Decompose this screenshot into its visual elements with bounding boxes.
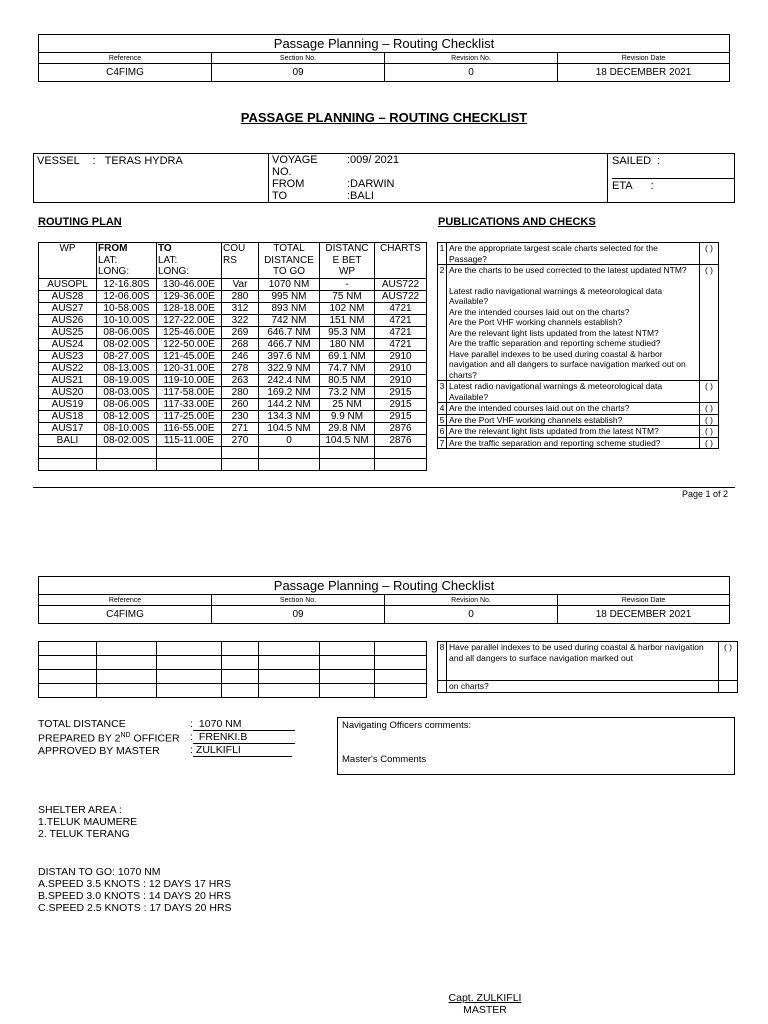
vessel-sep: : (92, 155, 96, 167)
col-dist-2: E BET (332, 254, 362, 266)
routing-cell: 4721 (375, 302, 427, 314)
routing-cell: 742 NM (259, 314, 320, 326)
page-divider (33, 487, 735, 488)
header-value-section: 09 (212, 64, 385, 82)
routing-cell: AUSOPL (39, 278, 97, 290)
master-comments: Master's Comments (342, 754, 427, 765)
routing-cell: 95.3 NM (320, 326, 375, 338)
approved-by-label: APPROVED BY MASTER (38, 744, 160, 757)
pub-num-1: 1 (438, 243, 447, 265)
routing-row (39, 362, 427, 374)
routing-cell: 08-19.00S (97, 374, 157, 386)
speed-b: B.SPEED 3.0 KNOTS : 14 DAYS 20 HRS (38, 890, 231, 902)
routing-cell: 2910 (375, 374, 427, 386)
header-label-revision: Revision No. (385, 53, 558, 64)
pub-question-2-line: Are the relevant light lists updated from the latest NTM? (449, 327, 659, 338)
pub-check-1[interactable]: ( ) (700, 243, 719, 265)
pub-check[interactable]: ( ) (700, 437, 719, 449)
nav-officer-comments: Navigating Officers comments: (342, 720, 472, 731)
routing-cell: 4721 (375, 338, 427, 350)
pub-check[interactable]: ( ) (700, 381, 719, 403)
pub-question-8-cont: on charts? (447, 681, 719, 693)
header-label-reference: Reference (39, 53, 212, 64)
routing-table-continued (38, 641, 427, 698)
routing-cell: 2876 (375, 434, 427, 446)
eta-label: ETA (612, 180, 633, 192)
routing-cell: AUS17 (39, 422, 97, 434)
pub-check[interactable]: ( ) (700, 426, 719, 438)
pub-question-2-line: Have parallel indexes to be used during coastal & harbor navigation and all dangers to surface navigation marked out on charts? (449, 348, 686, 380)
pub-question: Are the traffic separation and reporting scheme studied? (447, 437, 700, 449)
routing-plan-title: ROUTING PLAN (38, 216, 122, 228)
page-number: Page 1 of 2 (682, 489, 729, 499)
voyage-value: :009/ 2021 (347, 154, 399, 166)
pub-check[interactable]: ( ) (700, 403, 719, 415)
routing-cell: 73.2 NM (320, 386, 375, 398)
routing-cell: 10-10.00S (97, 314, 157, 326)
routing-cell: AUS24 (39, 338, 97, 350)
routing-row (39, 398, 427, 410)
routing-cell: 12-16.80S (97, 278, 157, 290)
routing-cell: 260 (222, 398, 259, 410)
routing-cell: 2915 (375, 398, 427, 410)
prepared-by-sup: ND (120, 732, 131, 739)
signature-name: Capt. ZULKIFLI (448, 992, 522, 1004)
col-charts: CHARTS (375, 243, 427, 279)
col-course-2: RS (223, 254, 237, 266)
routing-cell: 2876 (375, 422, 427, 434)
col-to-lat: LAT: (158, 254, 178, 266)
vessel-name: TERAS HYDRA (104, 155, 183, 167)
routing-row (39, 326, 427, 338)
col-total-3: TO GO (272, 266, 306, 277)
routing-cell: 10-58.00S (97, 302, 157, 314)
routing-cell: AUS18 (39, 410, 97, 422)
header-value-revision: 0 (385, 64, 558, 82)
pub-question-2 (447, 265, 700, 381)
routing-cell: 80.5 NM (320, 374, 375, 386)
routing-cell: 270 (222, 434, 259, 446)
routing-cell: AUS22 (39, 362, 97, 374)
routing-row (39, 338, 427, 350)
pub-num-2: 2 (438, 265, 447, 381)
total-sep: : (190, 718, 193, 730)
summary-block (38, 718, 180, 757)
header2-value-revision: 0 (385, 606, 558, 624)
speed-block (38, 866, 232, 914)
pub-num: 7 (438, 437, 447, 449)
speed-a: A.SPEED 3.5 KNOTS : 12 DAYS 17 HRS (38, 878, 231, 890)
routing-cell: 75 NM (320, 290, 375, 302)
routing-cell: 25 NM (320, 398, 375, 410)
publications-title: PUBLICATIONS AND CHECKS (438, 216, 596, 228)
routing-cell: 29.8 NM (320, 422, 375, 434)
distance-to-go: DISTAN TO GO: 1070 NM (38, 866, 161, 878)
pub-num: 5 (438, 414, 447, 426)
routing-row-empty (39, 446, 427, 458)
routing-cell: 117-58.00E (157, 386, 222, 398)
publications-table-continued (437, 641, 738, 693)
pub-check-8[interactable]: ( ) (719, 642, 738, 681)
pub-check[interactable]: ( ) (700, 414, 719, 426)
pub-question-2-line: Are the Port VHF working channels establish? (449, 317, 623, 327)
pub-num: 4 (438, 403, 447, 415)
to-label: TO (272, 190, 288, 202)
routing-cell: 1070 NM (259, 278, 320, 290)
shelter-item-1: 1.TELUK MAUMERE (38, 816, 138, 828)
from-value: :DARWIN (347, 178, 395, 190)
sailed-sep: : (657, 155, 661, 167)
routing-body (39, 278, 427, 470)
routing-cell: 2915 (375, 410, 427, 422)
document-header-page-2 (38, 576, 730, 624)
header2-value-section: 09 (212, 606, 385, 624)
routing-cell: 230 (222, 410, 259, 422)
routing-cell: 322.9 NM (259, 362, 320, 374)
from-label: FROM (272, 178, 305, 190)
routing-cell: 125-46.00E (157, 326, 222, 338)
pub-question-2-text: Are the charts to be used corrected to the latest updated NTM? (449, 265, 687, 275)
prepared-by-value: FRENKI.B (193, 731, 295, 744)
routing-cell: 151 NM (320, 314, 375, 326)
routing-cell: 268 (222, 338, 259, 350)
header2-value-reference: C4FIMG (39, 606, 212, 624)
col-total (259, 243, 320, 279)
pub-question: Are the Port VHF working channels establish? (447, 414, 700, 426)
vessel-cell (37, 154, 269, 202)
routing-cell: 646.7 NM (259, 326, 320, 338)
pub-item-row (438, 403, 738, 415)
routing-row (39, 410, 427, 422)
routing-cell: 122-50.00E (157, 338, 222, 350)
routing-cell: 0 (259, 434, 320, 446)
col-dist (320, 243, 375, 279)
routing-cell: 116-55.00E (157, 422, 222, 434)
routing-cell: 08-10.00S (97, 422, 157, 434)
routing-cell: 242.4 NM (259, 374, 320, 386)
routing-cell: AUS27 (39, 302, 97, 314)
speed-c: C.SPEED 2.5 KNOTS : 17 DAYS 20 HRS (38, 902, 232, 914)
pub-num: 6 (438, 426, 447, 438)
routing-cell: 397.6 NM (259, 350, 320, 362)
routing-cell: 08-12.00S (97, 410, 157, 422)
pub-item-row (438, 426, 738, 438)
to-value: :BALI (347, 190, 374, 202)
routing-cell: 128-18.00E (157, 302, 222, 314)
signature-role: MASTER (463, 1004, 507, 1016)
pub-check-2[interactable]: ( ) (700, 265, 719, 381)
routing-cell: 08-02.00S (97, 434, 157, 446)
total-distance-label: TOTAL DISTANCE (38, 718, 126, 730)
routing-cell: 2915 (375, 386, 427, 398)
header2-label-section: Section No. (212, 595, 385, 606)
approved-sep: : (190, 744, 193, 756)
routing-cell: AUS19 (39, 398, 97, 410)
routing-cell: 9.9 NM (320, 410, 375, 422)
header2-value-date: 18 DECEMBER 2021 (558, 606, 730, 624)
col-from-title: FROM (98, 243, 128, 254)
routing-row (39, 422, 427, 434)
header-title-2: Passage Planning – Routing Checklist (39, 577, 730, 595)
publications-table (437, 242, 738, 449)
document-header (38, 34, 730, 82)
voyage-cell (268, 154, 608, 202)
shelter-area (38, 804, 137, 840)
routing-cell: 134.3 NM (259, 410, 320, 422)
routing-cell: 69.1 NM (320, 350, 375, 362)
pub-num-8: 8 (438, 642, 447, 681)
pub-question-8: Have parallel indexes to be used during coastal & harbor navigation and all dangers to surface navigation marked out (447, 642, 719, 681)
routing-cell: 893 NM (259, 302, 320, 314)
routing-cell: 08-02.00S (97, 338, 157, 350)
routing-cell: 246 (222, 350, 259, 362)
routing-row-empty (39, 458, 427, 470)
routing-cell: 117-33.00E (157, 398, 222, 410)
pub-question-2-extra (449, 286, 697, 381)
total-distance-value: 1070 NM (193, 718, 295, 731)
routing-cell: 119-10.00E (157, 374, 222, 386)
routing-row (39, 374, 427, 386)
routing-cell: 466.7 NM (259, 338, 320, 350)
pub-item-row (438, 381, 738, 403)
routing-cell: 74.7 NM (320, 362, 375, 374)
pub-question: Are the intended courses laid out on the charts? (447, 403, 700, 415)
routing-cell: 104.5 NM (320, 434, 375, 446)
routing-cell: 322 (222, 314, 259, 326)
prepared-sep: : (190, 731, 193, 743)
routing-cell: 995 NM (259, 290, 320, 302)
header2-label-reference: Reference (39, 595, 212, 606)
col-total-1: TOTAL (273, 243, 305, 254)
routing-cell: 12-06.00S (97, 290, 157, 302)
routing-row (39, 434, 427, 446)
signature-block (430, 992, 540, 1016)
routing-cell: 08-27.00S (97, 350, 157, 362)
col-dist-1: DISTANC (325, 243, 369, 254)
routing-cell: 08-03.00S (97, 386, 157, 398)
routing-cell: 08-06.00S (97, 398, 157, 410)
col-wp: WP (39, 243, 97, 279)
routing-cell: 312 (222, 302, 259, 314)
summary-values (190, 718, 295, 757)
routing-row (39, 278, 427, 290)
routing-cell: 269 (222, 326, 259, 338)
routing-cell: 127-22.00E (157, 314, 222, 326)
routing-cell: 169.2 NM (259, 386, 320, 398)
routing-cell: 117-25.00E (157, 410, 222, 422)
routing-cell: 180 NM (320, 338, 375, 350)
col-course-1: COU (223, 243, 246, 254)
header-label-date: Revision Date (558, 53, 730, 64)
col-to (157, 243, 222, 279)
routing-cell: 144.2 NM (259, 398, 320, 410)
col-from (97, 243, 157, 279)
routing-cell: 2910 (375, 350, 427, 362)
col-course (222, 243, 259, 279)
routing-cell: 4721 (375, 314, 427, 326)
header-value-date: 18 DECEMBER 2021 (558, 64, 730, 82)
routing-cell: 2910 (375, 362, 427, 374)
pub-question-1: Are the appropriate largest scale charts selected for the Passage? (447, 243, 700, 265)
col-total-2: DISTANCE (264, 254, 314, 266)
routing-cell: 120-31.00E (157, 362, 222, 374)
voyage-label: VOYAGE (272, 154, 318, 166)
routing-cell: AUS21 (39, 374, 97, 386)
pub-question-2-line: Are the traffic separation and reporting scheme studied? (449, 338, 661, 348)
routing-cell: 115-11.00E (157, 434, 222, 446)
prepared-by-text: PREPARED BY 2 (38, 732, 121, 745)
routing-row (39, 350, 427, 362)
vessel-label: VESSEL (37, 155, 80, 167)
shelter-item-2: 2. TELUK TERANG (38, 828, 130, 840)
routing-cell: 263 (222, 374, 259, 386)
routing-row (39, 314, 427, 326)
routing-cell: 280 (222, 290, 259, 302)
eta-sep: : (650, 180, 654, 192)
routing-cell: 08-06.00S (97, 326, 157, 338)
pub-question-2-line: Latest radio navigational warnings & meteorological data Available? (449, 285, 663, 306)
header2-label-date: Revision Date (558, 595, 730, 606)
routing-cell: 129-36.00E (157, 290, 222, 302)
routing-table (38, 242, 427, 471)
col-dist-3: WP (338, 266, 356, 277)
sailed-label: SAILED (612, 155, 652, 167)
routing-row (39, 302, 427, 314)
routing-cell: 104.5 NM (259, 422, 320, 434)
routing-cell: AUS23 (39, 350, 97, 362)
col-to-long: LONG: (158, 266, 190, 277)
routing-cell: AUS20 (39, 386, 97, 398)
routing-cell: AUS26 (39, 314, 97, 326)
approved-by-value: ZULKIFLI (193, 744, 292, 757)
col-from-long: LONG: (98, 266, 130, 277)
header-label-section: Section No. (212, 53, 385, 64)
routing-cell: 121-45.00E (157, 350, 222, 362)
routing-cell: 280 (222, 386, 259, 398)
pub-item-row (438, 414, 738, 426)
pub-question-2-line: Are the intended courses laid out on the charts? (449, 306, 630, 317)
sailed-cell (612, 154, 734, 202)
routing-cell: AUS722 (375, 290, 427, 302)
pub-question: Latest radio navigational warnings & meteorological data Available? (447, 381, 700, 403)
col-from-lat: LAT: (98, 254, 118, 266)
pub-item-row (438, 437, 738, 449)
col-to-title: TO (158, 243, 172, 254)
prepared-by-label (38, 730, 180, 745)
shelter-title: SHELTER AREA : (38, 804, 122, 816)
pub-items (438, 381, 738, 449)
routing-cell: AUS25 (39, 326, 97, 338)
routing-cell: 08-13.00S (97, 362, 157, 374)
vessel-info-box (33, 153, 735, 203)
pub-question: Are the relevant light lists updated from the latest NTM? (447, 426, 700, 438)
routing-cell: - (320, 278, 375, 290)
header-value-reference: C4FIMG (39, 64, 212, 82)
voyage-label-2: NO. (272, 166, 292, 178)
routing-row (39, 386, 427, 398)
routing-cell: 271 (222, 422, 259, 434)
routing-row (39, 290, 427, 302)
prepared-by-text-2: OFFICER (130, 732, 180, 745)
routing-cell: AUS28 (39, 290, 97, 302)
header-title: Passage Planning – Routing Checklist (39, 35, 730, 53)
pub-num: 3 (438, 381, 447, 403)
routing-cell: 4721 (375, 326, 427, 338)
routing-cell: BALI (39, 434, 97, 446)
routing-cell: Var (222, 278, 259, 290)
routing-cell: 278 (222, 362, 259, 374)
routing-cell: 102 NM (320, 302, 375, 314)
comments-box (337, 717, 735, 775)
header2-label-revision: Revision No. (385, 595, 558, 606)
routing-cell: AUS722 (375, 278, 427, 290)
routing-cell: 130-46.00E (157, 278, 222, 290)
main-title: PASSAGE PLANNING – ROUTING CHECKLIST (240, 110, 528, 125)
